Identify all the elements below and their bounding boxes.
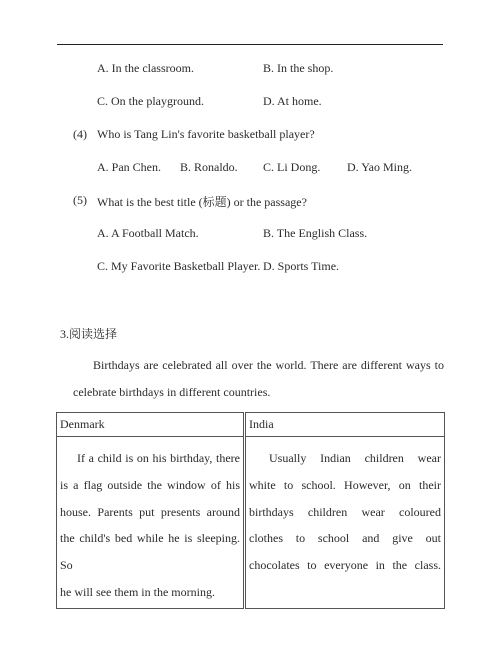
q4-option-a: A. Pan Chen. — [97, 160, 161, 174]
denmark-line-1: If a child is on his birthday, there — [77, 451, 240, 465]
india-header: India — [245, 413, 445, 437]
q5-option-c: C. My Favorite Basketball Player. — [97, 259, 261, 273]
denmark-header: Denmark — [57, 413, 245, 437]
denmark-line-4: the child's bed while he is sleeping. So — [60, 531, 240, 573]
q5-number: (5) — [73, 193, 87, 207]
q3-option-c: C. On the playground. — [97, 94, 204, 108]
table-body-row — [57, 437, 445, 609]
intro-line-2: celebrate birthdays in different countries. — [73, 385, 271, 399]
q4-option-b: B. Ronaldo. — [180, 160, 238, 174]
q4-option-d: D. Yao Ming. — [347, 160, 413, 174]
denmark-cell — [57, 437, 245, 609]
india-line-3: birthdays children wear coloured — [249, 504, 441, 519]
denmark-line-5: he will see them in the morning. — [60, 584, 215, 599]
table-header-row — [57, 413, 445, 437]
intro-line-1: Birthdays are celebrated all over the world. There are different ways to — [93, 358, 444, 372]
reading-table — [56, 412, 445, 609]
india-line-5: chocolates to everyone in the class. — [249, 558, 441, 573]
q5-option-a: A. A Football Match. — [97, 226, 199, 240]
q4-number: (4) — [73, 127, 87, 141]
india-line-2: white to school. However, on their — [249, 477, 441, 492]
q4-option-c: C. Li Dong. — [263, 160, 321, 174]
q5-option-d: D. Sports Time. — [263, 259, 340, 273]
india-cell — [245, 437, 445, 609]
q5-question: What is the best title (标题) or the passage? — [97, 195, 307, 209]
q3-option-d: D. At home. — [263, 94, 322, 108]
section-heading: 3.阅读选择 — [60, 327, 118, 341]
denmark-line-3: house. Parents put presents around — [60, 504, 240, 519]
india-line-4: clothes to school and give out — [249, 531, 441, 546]
denmark-line-2: is a flag outside the window of his — [60, 477, 240, 492]
q4-question: Who is Tang Lin's favorite basketball player? — [97, 127, 315, 141]
q3-option-b: B. In the shop. — [263, 61, 334, 75]
top-rule — [57, 44, 443, 45]
q3-option-a: A. In the classroom. — [97, 61, 194, 75]
q5-option-b: B. The English Class. — [263, 226, 368, 240]
india-line-1: Usually Indian children wear — [269, 451, 441, 465]
